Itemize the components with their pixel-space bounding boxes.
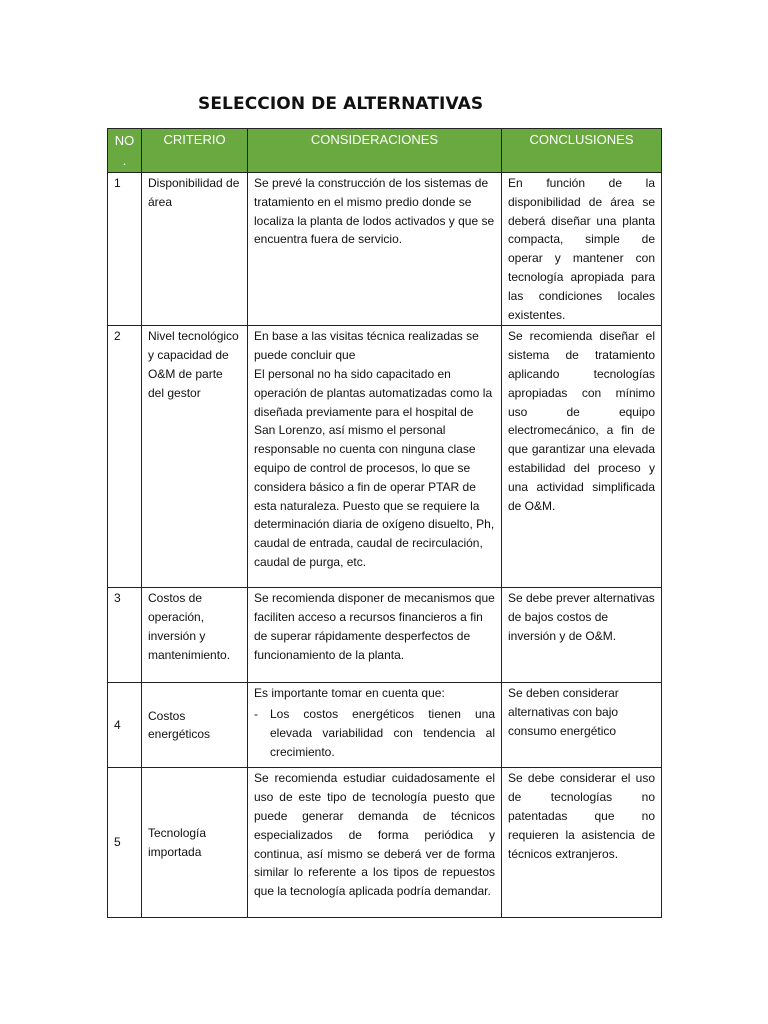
consideraciones-cell	[248, 326, 502, 588]
conclusiones-cell: Se deben considerar alternativas con bajo consumo energético	[502, 683, 662, 768]
page-title: SELECCION DE ALTERNATIVAS	[198, 94, 484, 114]
criterio-cell: Costos energéticos	[142, 683, 248, 768]
conclusiones-cell: Se debe considerar el uso de tecnologías no patentadas que no requieren la asistencia de técnicos extranjeros.	[502, 768, 662, 918]
table-row	[108, 683, 662, 768]
table-row	[108, 768, 662, 918]
row-number: 3	[108, 588, 142, 683]
header-conclusiones: CONCLUSIONES	[502, 129, 662, 173]
row-number: 5	[108, 768, 142, 918]
list-item-text: Los costos energéticos tienen una elevada variabilidad con tendencia al crecimiento.	[270, 707, 495, 759]
consideraciones-cell: Se recomienda estudiar cuidadosamente el uso de este tipo de tecnología puesto que puede generar demanda de técnicos especializados de forma periódica y continua, así mismo se deberá ver de forma similar lo referente a los tipos de repuestos que la tecnología aplicada podría demandar.	[248, 768, 502, 918]
table-row	[108, 326, 662, 588]
consideraciones-list	[254, 705, 495, 761]
criterio-cell: Tecnología importada	[142, 768, 248, 918]
consideraciones-cell: Se prevé la construcción de los sistemas de tratamiento en el mismo predio donde se localiza la planta de lodos activados y que se encuentra fuera de servicio.	[248, 173, 502, 326]
consideraciones-cell: Se recomienda disponer de mecanismos que faciliten acceso a recursos financieros a fin de superar rápidamente desperfectos de funcionamiento de la planta.	[248, 588, 502, 683]
table-row	[108, 588, 662, 683]
alternatives-table	[107, 128, 662, 918]
consideraciones-intro: Es importante tomar en cuenta que:	[254, 686, 445, 701]
header-no	[108, 129, 142, 173]
criterio-cell: Costos de operación, inversión y mantenimiento.	[142, 588, 248, 683]
row-number: 1	[108, 173, 142, 326]
list-item	[254, 705, 495, 761]
table-row	[108, 173, 662, 326]
consideraciones-intro: En base a las visitas técnica realizadas se puede concluir que	[254, 329, 479, 363]
conclusiones-cell: Se recomienda diseñar el sistema de tratamiento aplicando tecnologías apropiadas con mínimo uso de equipo electromecánico, a fin de que garantizar una elevada estabilidad del proceso y una actividad simplificada de O&M.	[502, 326, 662, 588]
header-no-label: NO .	[114, 133, 135, 168]
conclusiones-cell: En función de la disponibilidad de área se deberá diseñar una planta compacta, simple de operar y mantener con tecnología apropiada para las condiciones locales existentes.	[502, 173, 662, 326]
conclusiones-cell: Se debe prever alternativas de bajos costos de inversión y de O&M.	[502, 588, 662, 683]
header-criterio: CRITERIO	[142, 129, 248, 173]
consideraciones-cell	[248, 683, 502, 768]
row-number: 4	[108, 683, 142, 768]
row-number: 2	[108, 326, 142, 588]
criterio-cell: Disponibilidad de área	[142, 173, 248, 326]
table-header-row	[108, 129, 662, 173]
criterio-cell: Nivel tecnológico y capacidad de O&M de parte del gestor	[142, 326, 248, 588]
dash-bullet: -	[254, 707, 258, 722]
consideraciones-text: El personal no ha sido capacitado en operación de plantas automatizadas como la diseñada previamente para el hospital de San Lorenzo, así mismo el personal responsable no cuenta con ninguna clase equipo de control de procesos, lo que se considera básico a fin de operar PTAR de esta naturaleza. Puesto que se requiere la determinación diaria de oxígeno disuelto, Ph, caudal de entrada, caudal de recirculación, caudal de purga, etc.	[254, 366, 495, 569]
header-consideraciones: CONSIDERACIONES	[248, 129, 502, 173]
